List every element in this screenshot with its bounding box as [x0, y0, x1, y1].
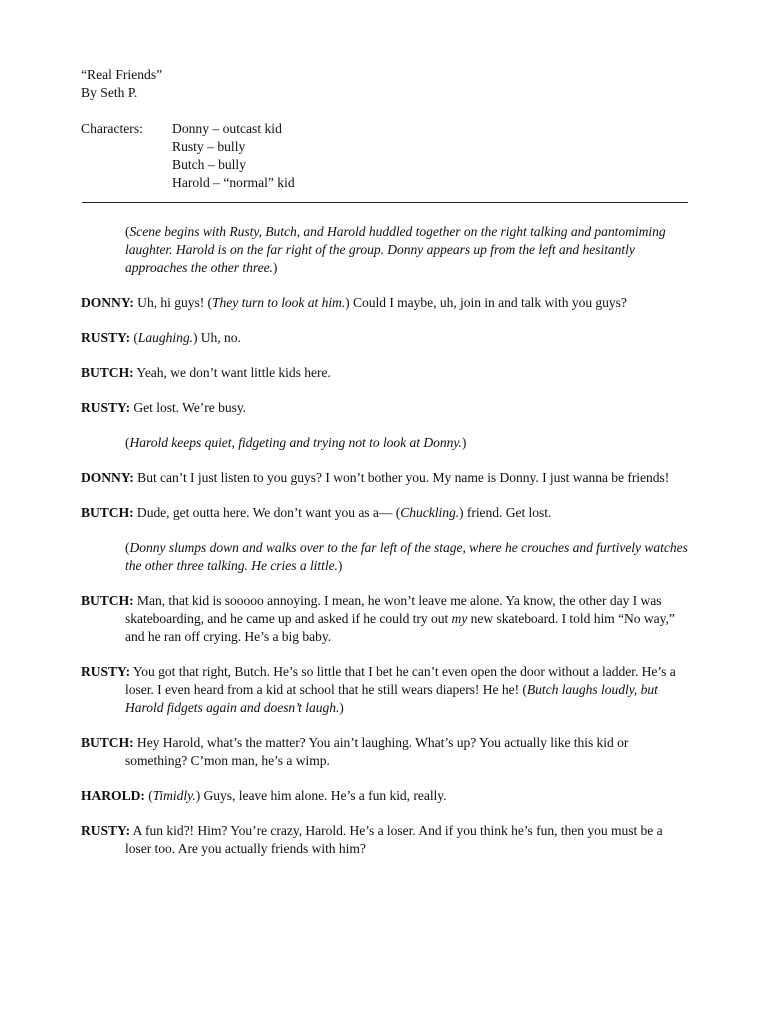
- dialogue-text: (: [125, 435, 130, 450]
- dialogue-line: [81, 329, 688, 347]
- dialogue-text: new skateboard. I told him “No way,” and he ran off crying. He’s a big baby.: [125, 611, 675, 644]
- dialogue-line: [81, 822, 688, 858]
- direction-text: Chuckling.: [400, 505, 460, 520]
- dialogue-line: [81, 734, 688, 770]
- dialogue-text: ) Guys, leave him alone. He’s a fun kid, really.: [195, 788, 447, 803]
- dialogue-text: ): [272, 260, 278, 275]
- play-title: “Real Friends”: [81, 67, 163, 82]
- dialogue-line: [81, 469, 688, 487]
- stage-direction: [125, 223, 688, 277]
- dialogue-text: Get lost. We’re busy.: [130, 400, 247, 415]
- dialogue-text: ): [337, 558, 343, 573]
- dialogue-text: ): [461, 435, 467, 450]
- direction-text: Laughing.: [137, 330, 193, 345]
- script-page: [81, 66, 688, 875]
- divider: [82, 202, 688, 203]
- speaker-name: RUSTY:: [81, 664, 131, 679]
- speaker-name: HAROLD:: [81, 788, 145, 803]
- dialogue-line: [81, 399, 688, 417]
- dialogue-line: [81, 364, 688, 382]
- dialogue-text: ): [339, 700, 344, 715]
- speaker-name: DONNY:: [81, 295, 134, 310]
- speaker-name: BUTCH:: [81, 365, 134, 380]
- dialogue-text: ) friend. Get lost.: [459, 505, 552, 520]
- dialogue-line: [81, 294, 688, 312]
- dialogue-text: Hey Harold, what’s the matter? You ain’t laughing. What’s up? You actually like this kid or something? C’mon man, he’s a wimp.: [125, 735, 629, 768]
- direction-text: Donny slumps down and walks over to the far left of the stage, where he crouches and furtively watches the other three talking. He cries a little.: [125, 540, 688, 573]
- dialogue-text: But can’t I just listen to you guys? I won’t bother you. My name is Donny. I just wanna be friends!: [133, 470, 670, 485]
- character-list: [172, 120, 295, 192]
- character-list-block: [81, 120, 688, 192]
- dialogue-text: Yeah, we don’t want little kids here.: [133, 365, 331, 380]
- direction-text: Timidly.: [152, 788, 196, 803]
- play-author: By Seth P.: [81, 85, 138, 100]
- dialogue-text: Dude, get outta here. We don’t want you as a— (: [133, 505, 401, 520]
- script-body: [81, 223, 688, 858]
- dialogue-text: Man, that kid is sooooo annoying. I mean, he won’t leave me alone. Ya know, the other day I was skateboarding, and he came up and asked if he could try out: [125, 593, 662, 626]
- dialogue-text: (: [130, 330, 138, 345]
- character-entry: Harold – “normal” kid: [172, 175, 295, 190]
- stage-direction: [125, 434, 688, 452]
- character-entry: Donny – outcast kid: [172, 121, 282, 136]
- character-entry: Rusty – bully: [172, 139, 246, 154]
- dialogue-line: [81, 592, 688, 646]
- dialogue-line: [81, 504, 688, 522]
- stage-direction: [125, 539, 688, 575]
- speaker-name: RUSTY:: [81, 823, 131, 838]
- dialogue-text: ) Could I maybe, uh, join in and talk with you guys?: [345, 295, 627, 310]
- speaker-name: RUSTY:: [81, 400, 131, 415]
- speaker-name: BUTCH:: [81, 593, 134, 608]
- characters-label: Characters:: [81, 121, 143, 136]
- dialogue-text: (: [125, 224, 130, 239]
- direction-text: Harold keeps quiet, fidgeting and trying not to look at Donny.: [129, 435, 462, 450]
- dialogue-line: [81, 663, 688, 717]
- speaker-name: RUSTY:: [81, 330, 131, 345]
- speaker-name: DONNY:: [81, 470, 134, 485]
- dialogue-text: (: [125, 540, 130, 555]
- dialogue-text: Uh, hi guys! (: [133, 295, 212, 310]
- direction-text: Butch laughs loudly, but Harold fidgets again and doesn’t laugh.: [125, 682, 658, 715]
- dialogue-line: [81, 787, 688, 805]
- character-entry: Butch – bully: [172, 157, 247, 172]
- direction-text: They turn to look at him.: [212, 295, 346, 310]
- direction-text: Scene begins with Rusty, Butch, and Harold huddled together on the right talking and pantomiming laughter. Harold is on the far right of the group. Donny appears up from the left and hesitantly approaches the other three.: [125, 224, 666, 275]
- title-block: [81, 66, 688, 102]
- dialogue-text: You got that right, Butch. He’s so little that I bet he can’t even open the door without a ladder. He’s a loser. I even heard from a kid at school that he still wears diapers! He he! (: [125, 664, 676, 697]
- direction-text: my: [451, 611, 468, 626]
- dialogue-text: A fun kid?! Him? You’re crazy, Harold. He’s a loser. And if you think he’s fun, then you must be a loser too. Are you actually friends with him?: [125, 823, 663, 856]
- dialogue-text: ) Uh, no.: [192, 330, 241, 345]
- dialogue-text: (: [144, 788, 153, 803]
- speaker-name: BUTCH:: [81, 505, 134, 520]
- speaker-name: BUTCH:: [81, 735, 134, 750]
